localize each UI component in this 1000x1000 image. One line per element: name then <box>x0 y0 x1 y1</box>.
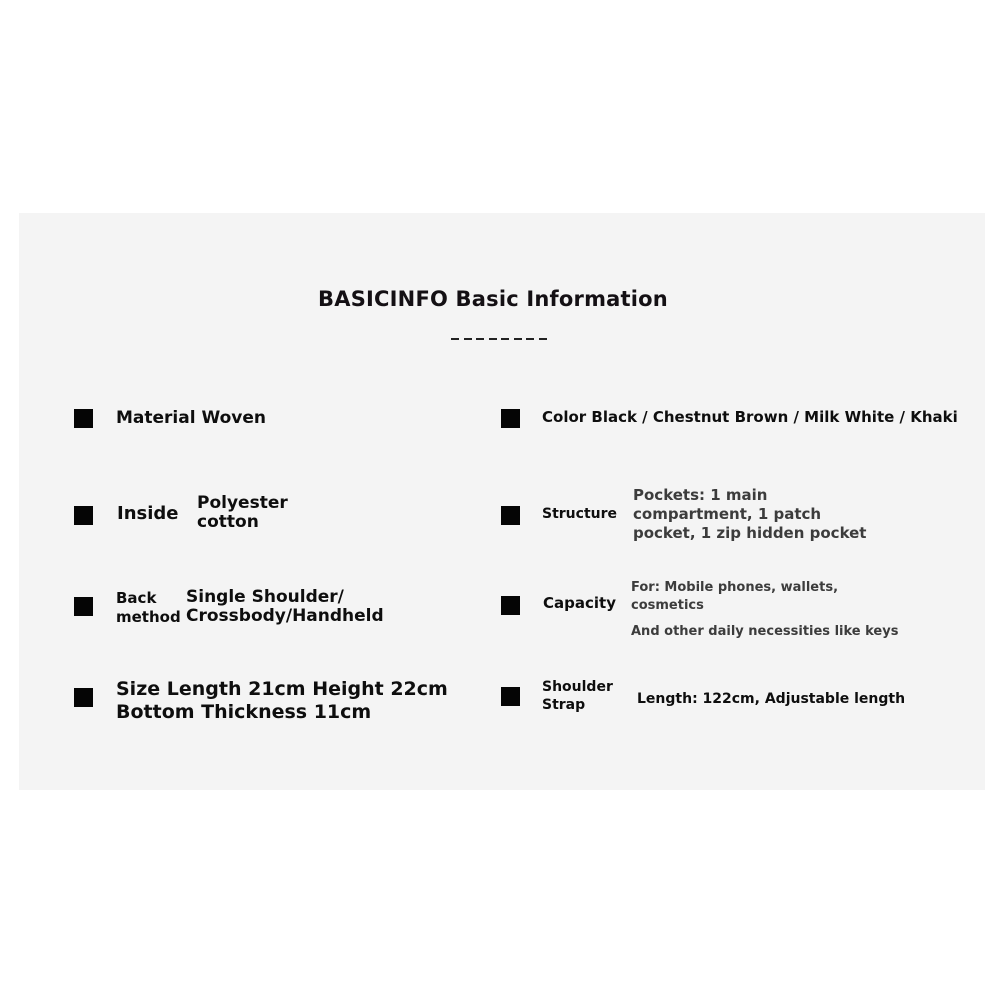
structure-label: Structure <box>542 506 618 522</box>
structure-value-line: Pockets: 1 main <box>633 486 768 504</box>
strap-label-line: Shoulder <box>542 679 613 695</box>
strap-label-line: Strap <box>542 697 586 713</box>
capacity-extra: And other daily necessities like keys <box>631 624 899 639</box>
capacity-value-line: cosmetics <box>631 598 704 613</box>
shoulder-strap-label <box>542 678 613 714</box>
size-text <box>116 678 448 724</box>
capacity-label: Capacity <box>543 594 616 612</box>
color-text: Color Black / Chestnut Brown / Milk White / Khaki <box>542 408 958 426</box>
inside-value <box>197 494 288 532</box>
bullet-square-icon <box>501 409 520 428</box>
back-label-line: method <box>116 608 181 626</box>
bullet-square-icon <box>501 506 520 525</box>
bullet-square-icon <box>74 688 93 707</box>
back-label-line: Back <box>116 589 157 607</box>
title-divider <box>451 338 547 342</box>
capacity-value-line: For: Mobile phones, wallets, <box>631 580 839 595</box>
structure-value-line: pocket, 1 zip hidden pocket <box>633 524 867 542</box>
bullet-square-icon <box>74 409 93 428</box>
back-value-line: Single Shoulder/ <box>186 587 344 607</box>
structure-value-line: compartment, 1 patch <box>633 505 822 523</box>
size-line: Bottom Thickness 11cm <box>116 701 372 723</box>
bullet-square-icon <box>501 596 520 615</box>
size-line: Size Length 21cm Height 22cm <box>116 678 448 700</box>
inside-value-line: cotton <box>197 512 259 532</box>
capacity-value <box>631 579 838 615</box>
shoulder-strap-value: Length: 122cm, Adjustable length <box>637 691 906 707</box>
inside-label: Inside <box>117 503 179 524</box>
back-method-label <box>116 589 181 627</box>
back-value-line: Crossbody/Handheld <box>186 606 384 626</box>
structure-value <box>633 486 866 543</box>
page-title: BASICINFO Basic Information <box>318 287 668 311</box>
inside-value-line: Polyester <box>197 493 288 513</box>
material-text: Material Woven <box>116 408 267 428</box>
bullet-square-icon <box>74 506 93 525</box>
bullet-square-icon <box>74 597 93 616</box>
back-method-value <box>186 588 384 626</box>
bullet-square-icon <box>501 687 520 706</box>
